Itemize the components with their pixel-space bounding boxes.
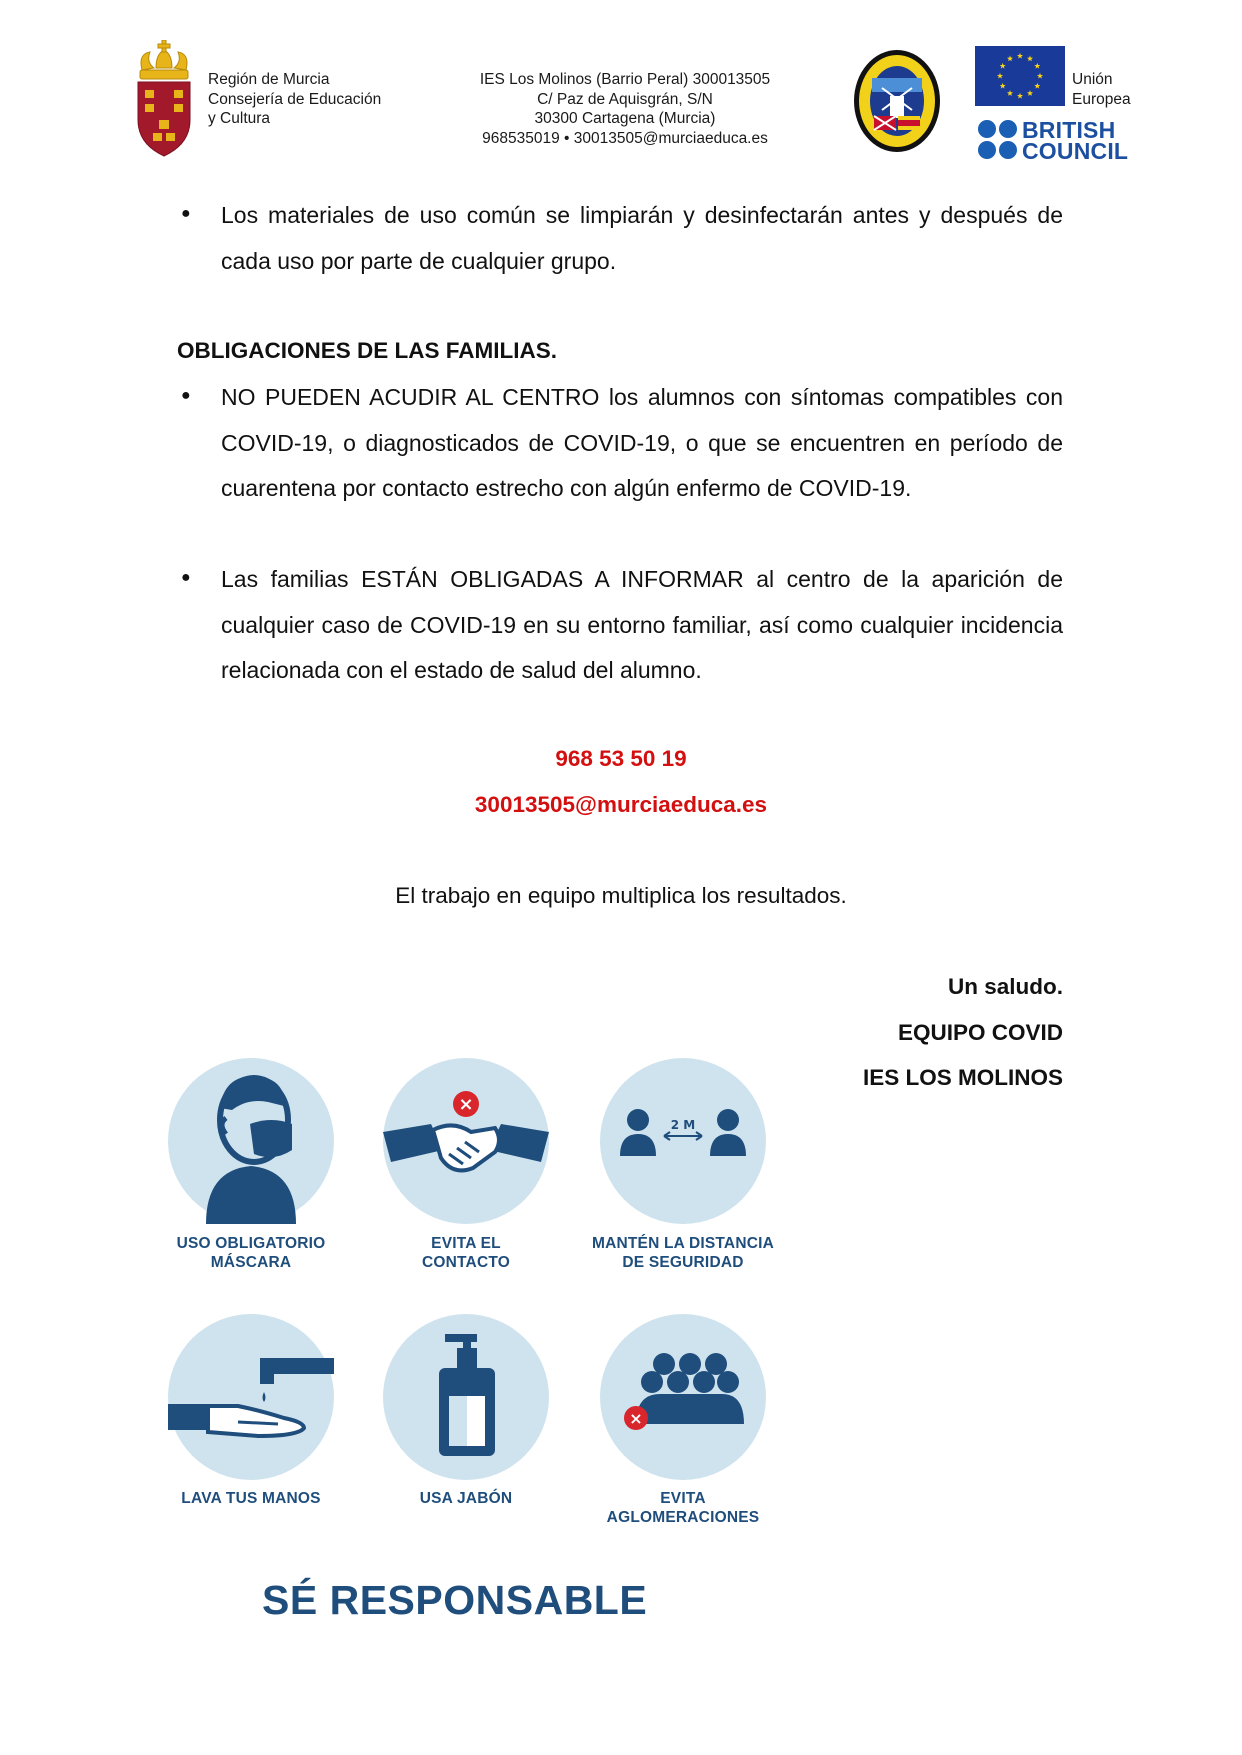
signature-block [760, 964, 1063, 1101]
crowd-circle [600, 1314, 766, 1480]
contact-phone: 968 53 50 19 [555, 746, 687, 771]
eu-label-line2: Europea [1072, 90, 1131, 108]
crowd-label [583, 1489, 783, 1527]
distance-2m-label: 2 M [670, 1118, 696, 1132]
eu-label-line1: Unión [1072, 71, 1113, 88]
distance-label-line1: MANTÉN LA DISTANCIA [591, 1235, 775, 1252]
school-contact-line: 968535019 • 30013505@murciaeduca.es [482, 129, 768, 147]
handwash-icon [168, 1314, 334, 1480]
crowd-icon [600, 1314, 766, 1480]
bullet-no-pueden-paragraph: NO PUEDEN ACUDIR AL CENTRO los alumnos con síntomas compatibles con COVID-19, o diagnosticados de COVID-19, o que se encuentren en período de cuarentena por contacto estrecho con algún enfermo de COVID-19. [221, 384, 1063, 501]
mask-circle [168, 1058, 334, 1224]
bullet-materials-paragraph: Los materiales de uso común se limpiarán y desinfectarán antes y después de cada uso por parte de cualquier grupo. [221, 202, 1063, 274]
header-region-line: Región de Murcia [208, 71, 330, 88]
motto-line: El trabajo en equipo multiplica los resultados. [395, 883, 847, 908]
handwash-label-line1: LAVA TUS MANOS [181, 1490, 321, 1507]
eu-flag-icon [975, 46, 1065, 106]
school-street-line: C/ Paz de Aquisgrán, S/N [537, 90, 713, 108]
handshake-label [366, 1234, 566, 1272]
handwash-label [151, 1489, 351, 1508]
mask-icon [168, 1058, 334, 1224]
distance-icon [600, 1058, 766, 1224]
mask-label [151, 1234, 351, 1272]
crowd-label-line2: AGLOMERACIONES [606, 1509, 760, 1526]
british-council-word1: BRITISH [1022, 117, 1116, 143]
soap-label [366, 1489, 566, 1508]
signature-greeting: Un saludo. [947, 974, 1063, 999]
signature-team: EQUIPO COVID [897, 1019, 1063, 1045]
signature-school: IES LOS MOLINOS [862, 1065, 1063, 1090]
bullet-marker: ● [181, 387, 191, 404]
school-city-line: 30300 Cartagena (Murcia) [534, 110, 716, 127]
ies-los-molinos-emblem-icon [852, 48, 942, 154]
soap-circle [383, 1314, 549, 1480]
soap-label-line1: USA JABÓN [419, 1490, 513, 1507]
distance-label [583, 1234, 783, 1272]
handshake-label-line2: CONTACTO [422, 1254, 510, 1271]
handshake-label-line1: EVITA EL [431, 1235, 501, 1252]
header-consejeria-line: Consejería de Educación [208, 90, 382, 108]
soap-icon [383, 1314, 549, 1480]
handshake-icon [383, 1058, 549, 1224]
british-council-dots-icon [977, 119, 1019, 161]
contact-email: 30013505@murciaeduca.es [474, 792, 768, 817]
handshake-badge-x: × [458, 1094, 474, 1115]
crowd-label-line1: EVITA [660, 1490, 706, 1507]
bullet-marker: ● [181, 205, 191, 222]
british-council-word2: COUNCIL [1022, 138, 1129, 164]
distance-label-line2: DE SEGURIDAD [622, 1254, 744, 1271]
handshake-circle [383, 1058, 549, 1224]
handwash-circle [168, 1314, 334, 1480]
crowd-badge-x: × [629, 1409, 643, 1428]
mask-label-line1: USO OBLIGATORIO [176, 1235, 326, 1252]
school-name-line: IES Los Molinos (Barrio Peral) 300013505 [479, 71, 771, 88]
mask-label-line2: MÁSCARA [210, 1254, 292, 1271]
distance-circle [600, 1058, 766, 1224]
section-heading: OBLIGACIONES DE LAS FAMILIAS. [177, 338, 558, 363]
bullet-informar-paragraph: Las familias ESTÁN OBLIGADAS A INFORMAR al centro de la aparición de cualquier caso de COVID-19 en su entorno familiar, así como cualquier incidencia relacionada con el estado de salud del alumno. [221, 566, 1063, 683]
header-cultura-line: y Cultura [208, 110, 271, 127]
se-responsable-slogan: SÉ RESPONSABLE [262, 1577, 648, 1623]
bullet-marker: ● [181, 569, 191, 586]
region-murcia-coat-of-arms-icon [132, 40, 196, 158]
